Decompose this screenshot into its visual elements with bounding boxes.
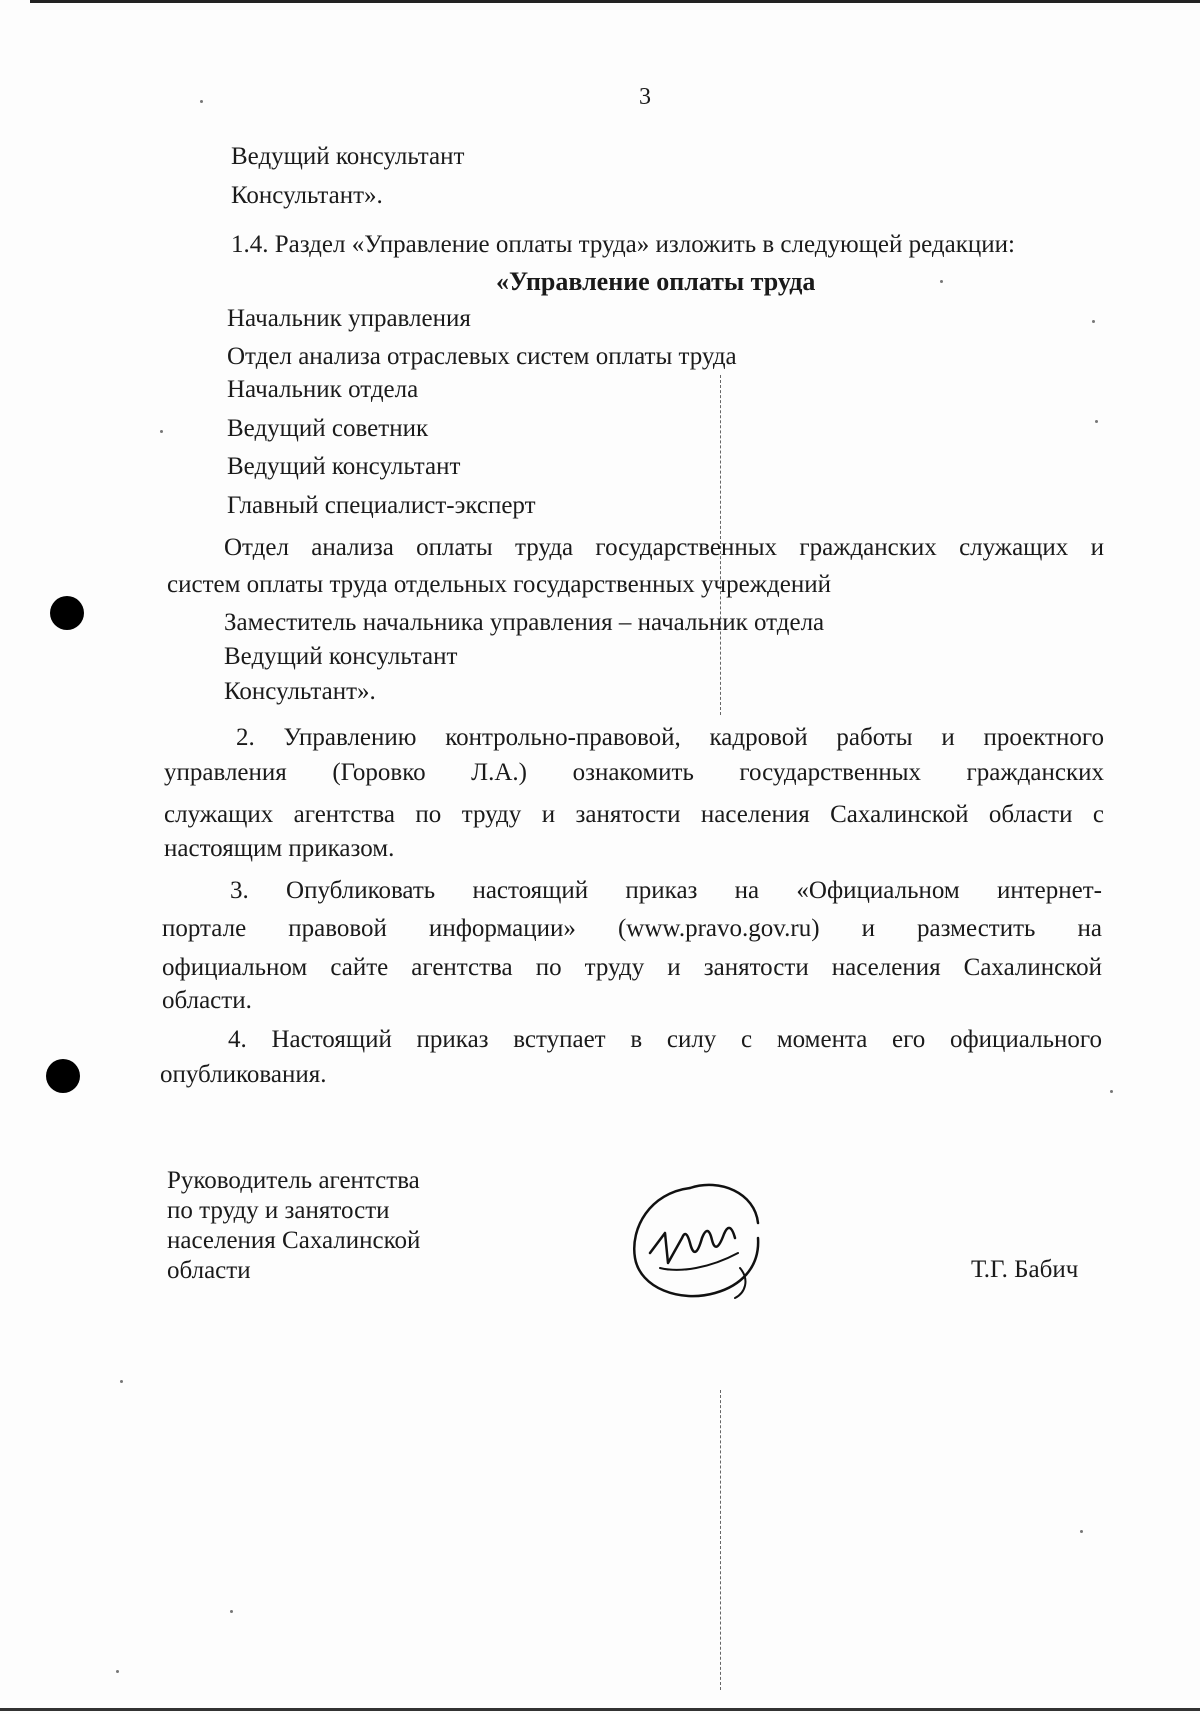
body-line: 1.4. Раздел «Управление оплаты труда» изложить в следующей редакции: [231,231,1015,258]
body-line: Начальник управления [227,305,471,332]
body-line: Главный специалист-эксперт [227,492,536,519]
page-number: 3 [639,84,651,110]
body-line: систем оплаты труда отдельных государственных учреждений [167,571,831,598]
body-line: Консультант». [224,678,376,705]
signatory-title-line: области [167,1257,251,1284]
scan-speck [1095,420,1098,423]
body-line: Консультант». [231,182,383,209]
scan-speck [1092,320,1095,323]
body-line: Ведущий консультант [224,643,458,670]
body-line: Отдел анализа оплаты труда государственных гражданских служащих и [224,534,1104,561]
section-heading: «Управление оплаты труда [496,267,816,296]
signatory-title-line: по труду и занятости [167,1197,390,1224]
signer-name: Т.Г. Бабич [971,1256,1079,1283]
scan-speck [160,430,163,433]
paragraph-3-line: официальном сайте агентства по труду и занятости населения Сахалинской [162,954,1102,981]
fold-line-lower [720,1390,721,1690]
paragraph-2-line: служащих агентства по труду и занятости населения Сахалинской области с [164,801,1104,828]
punch-hole-upper [50,596,84,630]
scan-speck [940,280,943,283]
body-line: Начальник отдела [227,376,419,403]
scan-border-top [30,0,1200,3]
scan-speck [1080,1530,1083,1533]
body-line: Ведущий консультант [227,453,461,480]
signatory-title [167,1166,420,1286]
body-line: Ведущий консультант [231,143,465,170]
handwritten-signature [620,1168,780,1308]
paragraph-3-line: портале правовой информации» (www.pravo.gov.ru) и разместить на [162,915,1102,942]
paragraph-2-line: 2. Управлению контрольно-правовой, кадровой работы и проектного [236,724,1104,751]
paragraph-2-line: настоящим приказом. [164,835,395,862]
scan-speck [120,1380,123,1383]
scan-speck [230,1610,233,1613]
paragraph-4-line: опубликования. [160,1061,327,1088]
signatory-title-line: населения Сахалинской [167,1227,421,1254]
body-line: Заместитель начальника управления – начальник отдела [224,609,825,636]
body-line: Отдел анализа отраслевых систем оплаты труда [227,343,737,370]
paragraph-3-line: 3. Опубликовать настоящий приказ на «Официальном интернет- [230,877,1102,904]
paragraph-4-line: 4. Настоящий приказ вступает в силу с момента его официального [228,1026,1102,1053]
body-line: Ведущий советник [227,415,429,442]
signatory-title-line: Руководитель агентства [167,1167,420,1194]
scan-border-bottom [0,1708,1200,1711]
scan-speck [1110,1090,1113,1093]
paragraph-3-line: области. [162,987,252,1014]
paragraph-2-line: управления (Горовко Л.А.) ознакомить государственных гражданских [164,759,1104,786]
punch-hole-lower [46,1059,80,1093]
scan-speck [116,1670,119,1673]
